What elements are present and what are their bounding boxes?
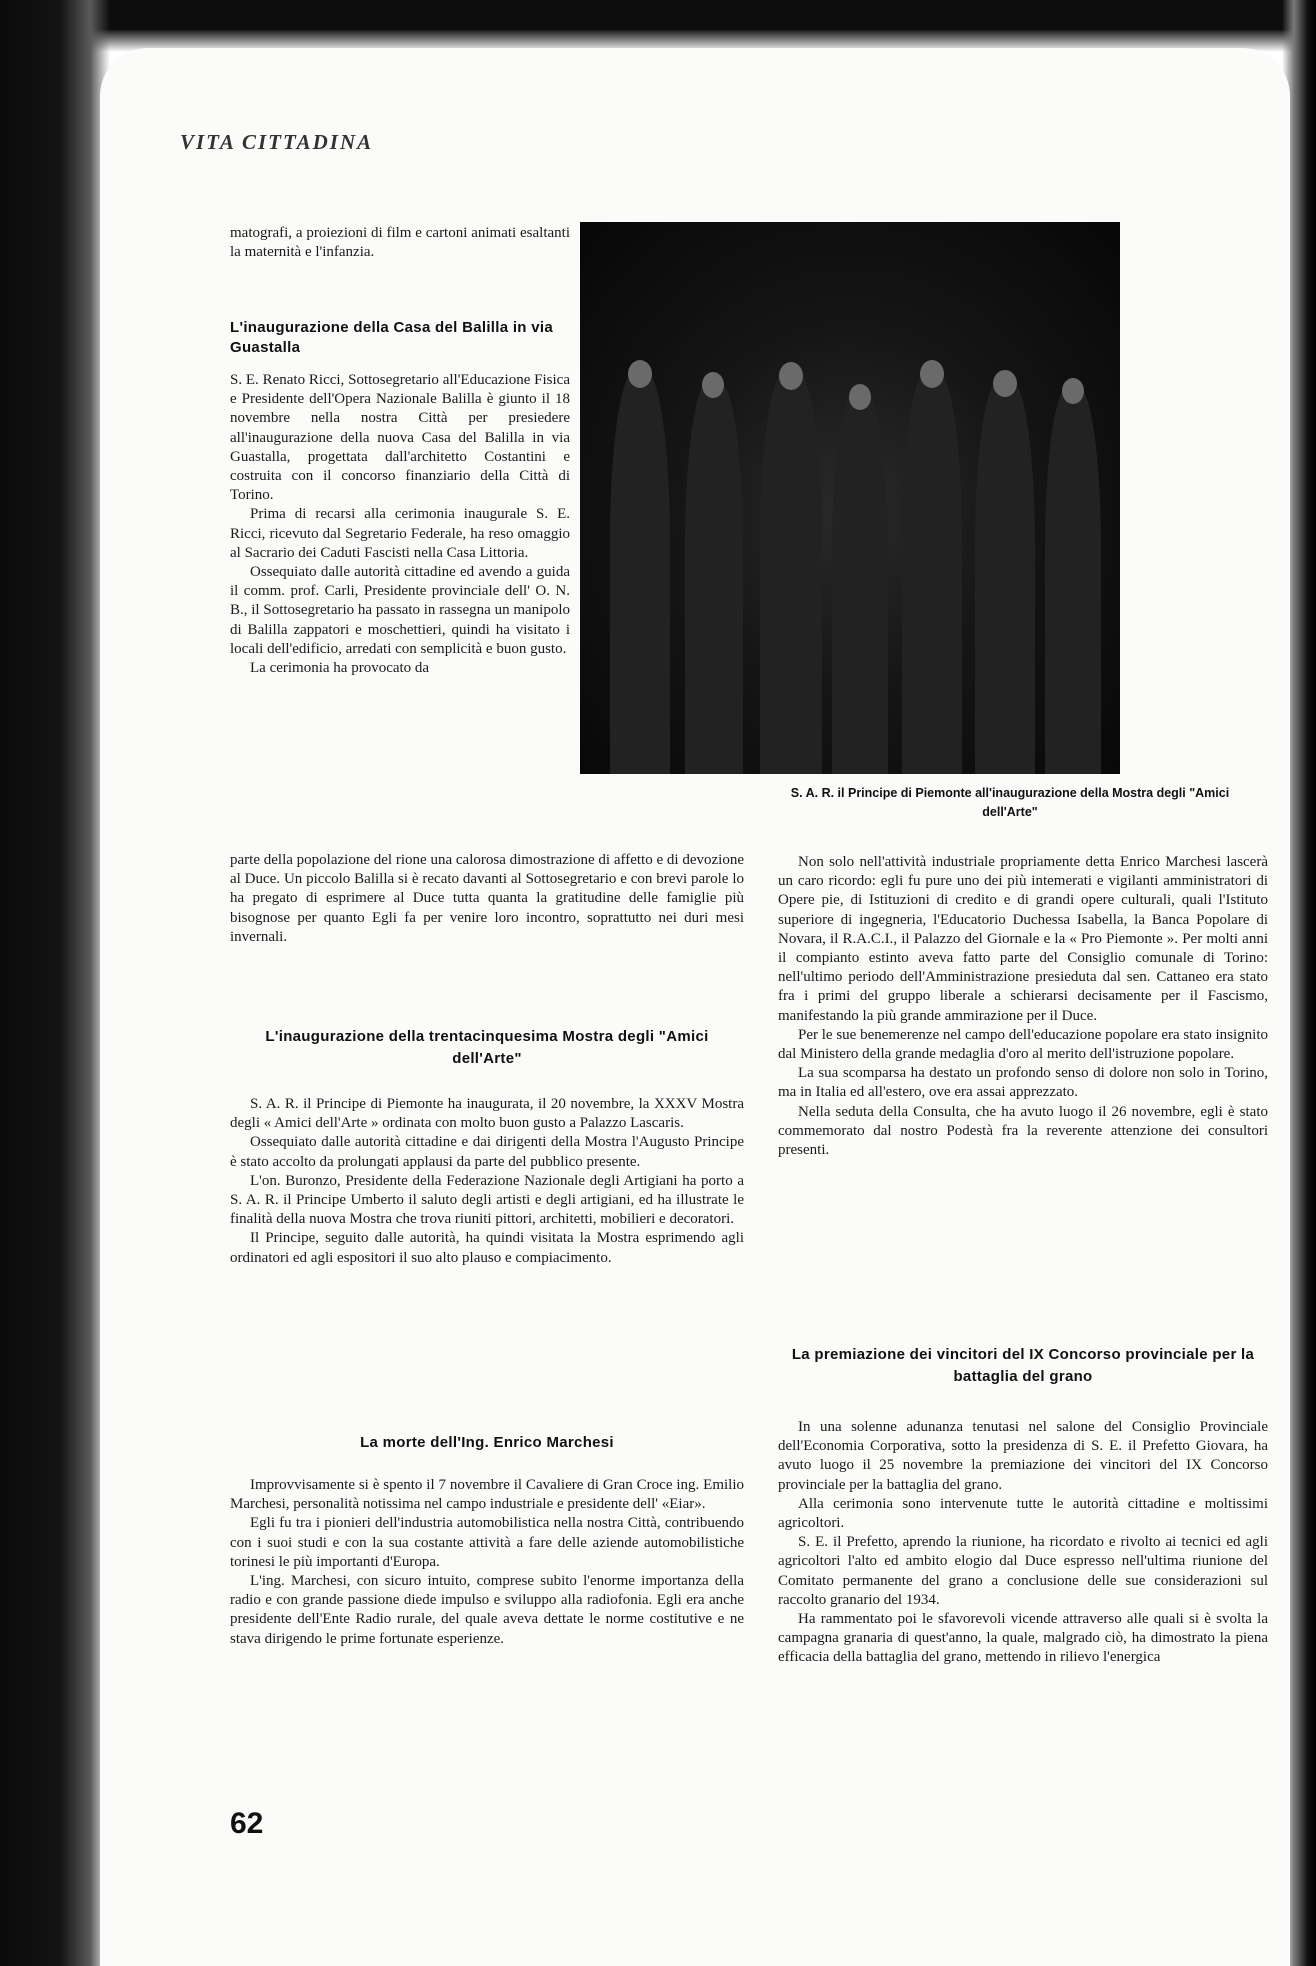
photo-figure [1045,387,1101,774]
paragraph: Non solo nell'attività industriale propriamente detta Enrico Marchesi lascerà un caro ricordo: egli fu pure uno dei più intemerati e vigilanti amministratori di Opere pie, di Istituzioni di credito e di grandi opere culturali, quali l'Istituto superiore di ingegneria, l'Educatorio Duchessa Isabella, la Banca Popolare di Novara, il R.A.C.I., il Palazzo del Giornale e la « Pro Piemonte ». Per molti anni il compianto estinto aveva fatto parte del Consiglio comunale di Torino: nell'ultimo periodo dell'Amministrazione presieduta dal sen. Cattaneo era stato fra i primi del gruppo liberale a schierarsi decisamente per il Fascismo, manifestando la più grande ammirazione per il Duce. [778,854,1268,1024]
photo-figure [975,380,1035,774]
paragraph: L'ing. Marchesi, con sicuro intuito, comprese subito l'enorme importanza della radio e con grande passione diede impulso e sviluppo alla radiofonia. Egli era anche presidente dell'Ente Radio rurale, del quale aveva dettate le norme costitutive e ne stava dirigendo le prime fortunate esperienze. [230,1573,744,1647]
paragraph: S. E. il Prefetto, aprendo la riunione, ha ricordato e rivolto ai tecnici ed agli agricoltori l'alto ed ambito elogio dal Duce espresso nell'ultima riunione del Comitato permanente del grano a conclusione delle sue considerazioni sul raccolto granario del 1934. [778,1534,1268,1608]
photo-face [920,360,944,388]
marchesi-text-continued [778,853,1268,1160]
paragraph: Prima di recarsi alla cerimonia inaugurale S. E. Ricci, ricevuto dal Segretario Federale, ha reso omaggio al Sacrario dei Caduti Fascisti nella Casa Littoria. [230,506,570,561]
casa-balilla-text-continued [230,851,744,947]
photograph [580,222,1120,774]
marchesi-text [230,1476,744,1649]
photo-figure [760,372,822,774]
paragraph: S. E. Renato Ricci, Sottosegretario all'Educazione Fisica e Presidente dell'Opera Nazionale Balilla è giunto il 18 novembre nella nostra Città per presiedere all'inaugurazione della nuova Casa del Balilla in via Guastalla, progettata dall'architetto Costantini e costruita con il concorso finanziario della Città di Torino. [230,372,570,504]
paragraph: Egli fu tra i pionieri dell'industria automobilistica nella nostra Città, contribuendo con i suoi studi e con la sua costante attività a fare delle aziende automobilistiche torinesi le più importanti d'Europa. [230,1515,744,1570]
paragraph: Ossequiato dalle autorità cittadine ed avendo a guida il comm. prof. Carli, Presidente provinciale dell' O. N. B., il Sottosegretario ha passato in rassegna un manipolo di Balilla zappatori e moschettieri, quindi ha visitato i locali dell'edificio, arredati con semplicità e buon gusto. [230,564,570,657]
photo-caption: S. A. R. il Principe di Piemonte all'inaugurazione della Mostra degli "Amici dell'Arte" [790,786,1230,819]
premiazione-text [778,1418,1268,1668]
photo-face [628,360,652,388]
paragraph: Ha rammentato poi le sfavorevoli vicende attraverso alle quali si è svolta la campagna granaria di quest'anno, la quale, malgrado ciò, ha dimostrato la piena efficacia della battaglia del grano, mettendo in rilievo l'energica [778,1611,1268,1666]
paragraph: S. A. R. il Principe di Piemonte ha inaugurata, il 20 novembre, la XXXV Mostra degli « Amici dell'Arte » ordinata con molto buon gusto a Palazzo Lascaris. [230,1096,744,1132]
mostra-text [230,1095,744,1268]
paragraph: L'on. Buronzo, Presidente della Federazione Nazionale degli Artigiani ha porto a S. A. R. il Principe Umberto il saluto degli artisti e degli artigiani, ed ha illustrate le finalità della nuova Mostra che trova riuniti pittori, architetti, mobilieri e decoratori. [230,1172,744,1228]
photo-figure [832,392,888,774]
photo-figure [902,372,962,774]
paragraph: Improvvisamente si è spento il 7 novembre il Cavaliere di Gran Croce ing. Emilio Marchesi, personalità notissima nel campo industriale e presidente dell' «Eiar». [230,1477,744,1513]
intro-text [230,224,570,262]
paragraph: Ossequiato dalle autorità cittadine e dai dirigenti della Mostra l'Augusto Principe è stato accolto da prolungati applausi da parte del pubblico presente. [230,1134,744,1170]
photo-face [849,384,871,410]
photo-figure [610,372,670,774]
paragraph: Alla cerimonia sono intervenute tutte le autorità cittadine e moltissimi agricoltori. [778,1495,1268,1532]
casa-balilla-text [230,371,570,678]
paragraph: La sua scomparsa ha destato un profondo senso di dolore non solo in Torino, ma in Italia ed all'estero, ove era assai apprezzato. [778,1065,1268,1101]
casa-balilla-heading: L'inaugurazione della Casa del Balilla in via Guastalla [230,319,553,356]
paragraph: parte della popolazione del rione una calorosa dimostrazione di affetto e di devozione al Duce. Un piccolo Balilla si è recato davanti al Sottosegretario e con brevi parole lo ha pregato di esprimere al Duce tutta quanta la gratitudine delle famiglie più bisognose per quanto Egli fa per venire loro incontro, soprattutto nei duri mesi invernali. [230,852,744,945]
photo-face [779,362,803,390]
marchesi-heading: La morte dell'Ing. Enrico Marchesi [360,1434,614,1451]
paragraph: Il Principe, seguito dalle autorità, ha quindi visitata la Mostra esprimendo agli ordinatori ed agli espositori il suo alto plauso e compiacimento. [230,1230,744,1266]
mostra-heading: L'inaugurazione della trentacinquesima Mostra degli "Amici dell'Arte" [265,1028,709,1067]
scan-left-edge [0,0,110,1966]
photo-figure [685,382,743,774]
paragraph: La cerimonia ha provocato da [250,660,430,677]
paragraph: In una solenne adunanza tenutasi nel salone del Consiglio Provinciale dell'Economia Corporativa, sotto la presidenza di S. E. il Prefetto Giovara, ha avuto luogo il 25 novembre la premiazione dei vincitori del IX Concorso provinciale per la battaglia del grano. [778,1419,1268,1493]
photo-face [993,370,1017,397]
paragraph: matografi, a proiezioni di film e cartoni animati esaltanti la maternità e l'infanzia. [230,225,570,261]
paragraph: Per le sue benemerenze nel campo dell'educazione popolare era stato insignito dal Ministero della grande medaglia d'oro al merito dell'istruzione popolare. [778,1026,1269,1063]
photo-face [702,372,724,398]
scan-top-edge [0,0,1316,30]
paragraph: Nella seduta della Consulta, che ha avuto luogo il 26 novembre, egli è stato commemorato dal nostro Podestà fra la reverente attenzione dei consultori presenti. [778,1103,1268,1159]
premiazione-heading: La premiazione dei vincitori del IX Concorso provinciale per la battaglia del grano [791,1346,1255,1385]
photo-face [1062,378,1084,404]
running-head: VITA CITTADINA [180,130,374,154]
page-number: 62 [230,1807,264,1840]
